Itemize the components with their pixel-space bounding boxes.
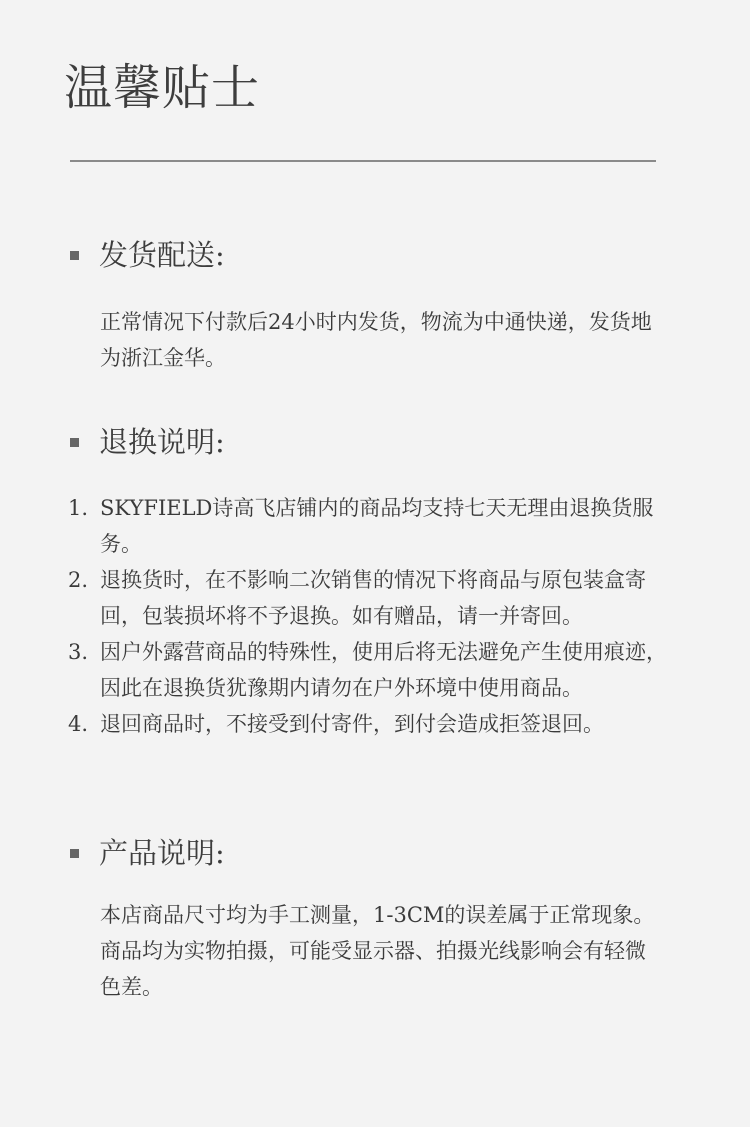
list-item (68, 562, 668, 634)
list-item-number: 2. (68, 568, 89, 592)
square-bullet-icon (70, 849, 79, 858)
product-heading (70, 833, 225, 873)
returns-list (68, 490, 668, 742)
list-item-number: 3. (68, 640, 89, 664)
list-item (68, 634, 668, 706)
list-item (68, 490, 668, 562)
product-text: 本店商品尺寸均为手工测量，1-3CM的误差属于正常现象。商品均为实物拍摄，可能受显示器、拍摄光线影响会有轻微色差。 (100, 903, 655, 999)
returns-heading (70, 422, 225, 462)
title-divider (70, 160, 656, 162)
returns-title: 退换说明: (99, 425, 225, 459)
shipping-text: 正常情况下付款后24小时内发货，物流为中通快递，发货地为浙江金华。 (100, 310, 652, 370)
list-item-text: SKYFIELD诗高飞店铺内的商品均支持七天无理由退换货服务。 (100, 496, 654, 556)
list-item-text: 退换货时，在不影响二次销售的情况下将商品与原包装盒寄回，包装损坏将不予退换。如有赠品，请一并寄回。 (100, 568, 646, 628)
square-bullet-icon (70, 438, 79, 447)
product-title: 产品说明: (99, 836, 225, 870)
shipping-title: 发货配送: (99, 238, 225, 272)
list-item-text: 退回商品时，不接受到付寄件，到付会造成拒签退回。 (100, 712, 604, 736)
shipping-heading (70, 235, 225, 275)
list-item-number: 4. (68, 712, 89, 736)
page-title: 温馨贴士 (64, 60, 261, 116)
list-item-number: 1. (68, 496, 89, 520)
square-bullet-icon (70, 251, 79, 260)
list-item (68, 706, 668, 742)
list-item-text: 因户外露营商品的特殊性，使用后将无法避免产生使用痕迹，因此在退换货犹豫期内请勿在户外环境中使用商品。 (100, 640, 667, 700)
